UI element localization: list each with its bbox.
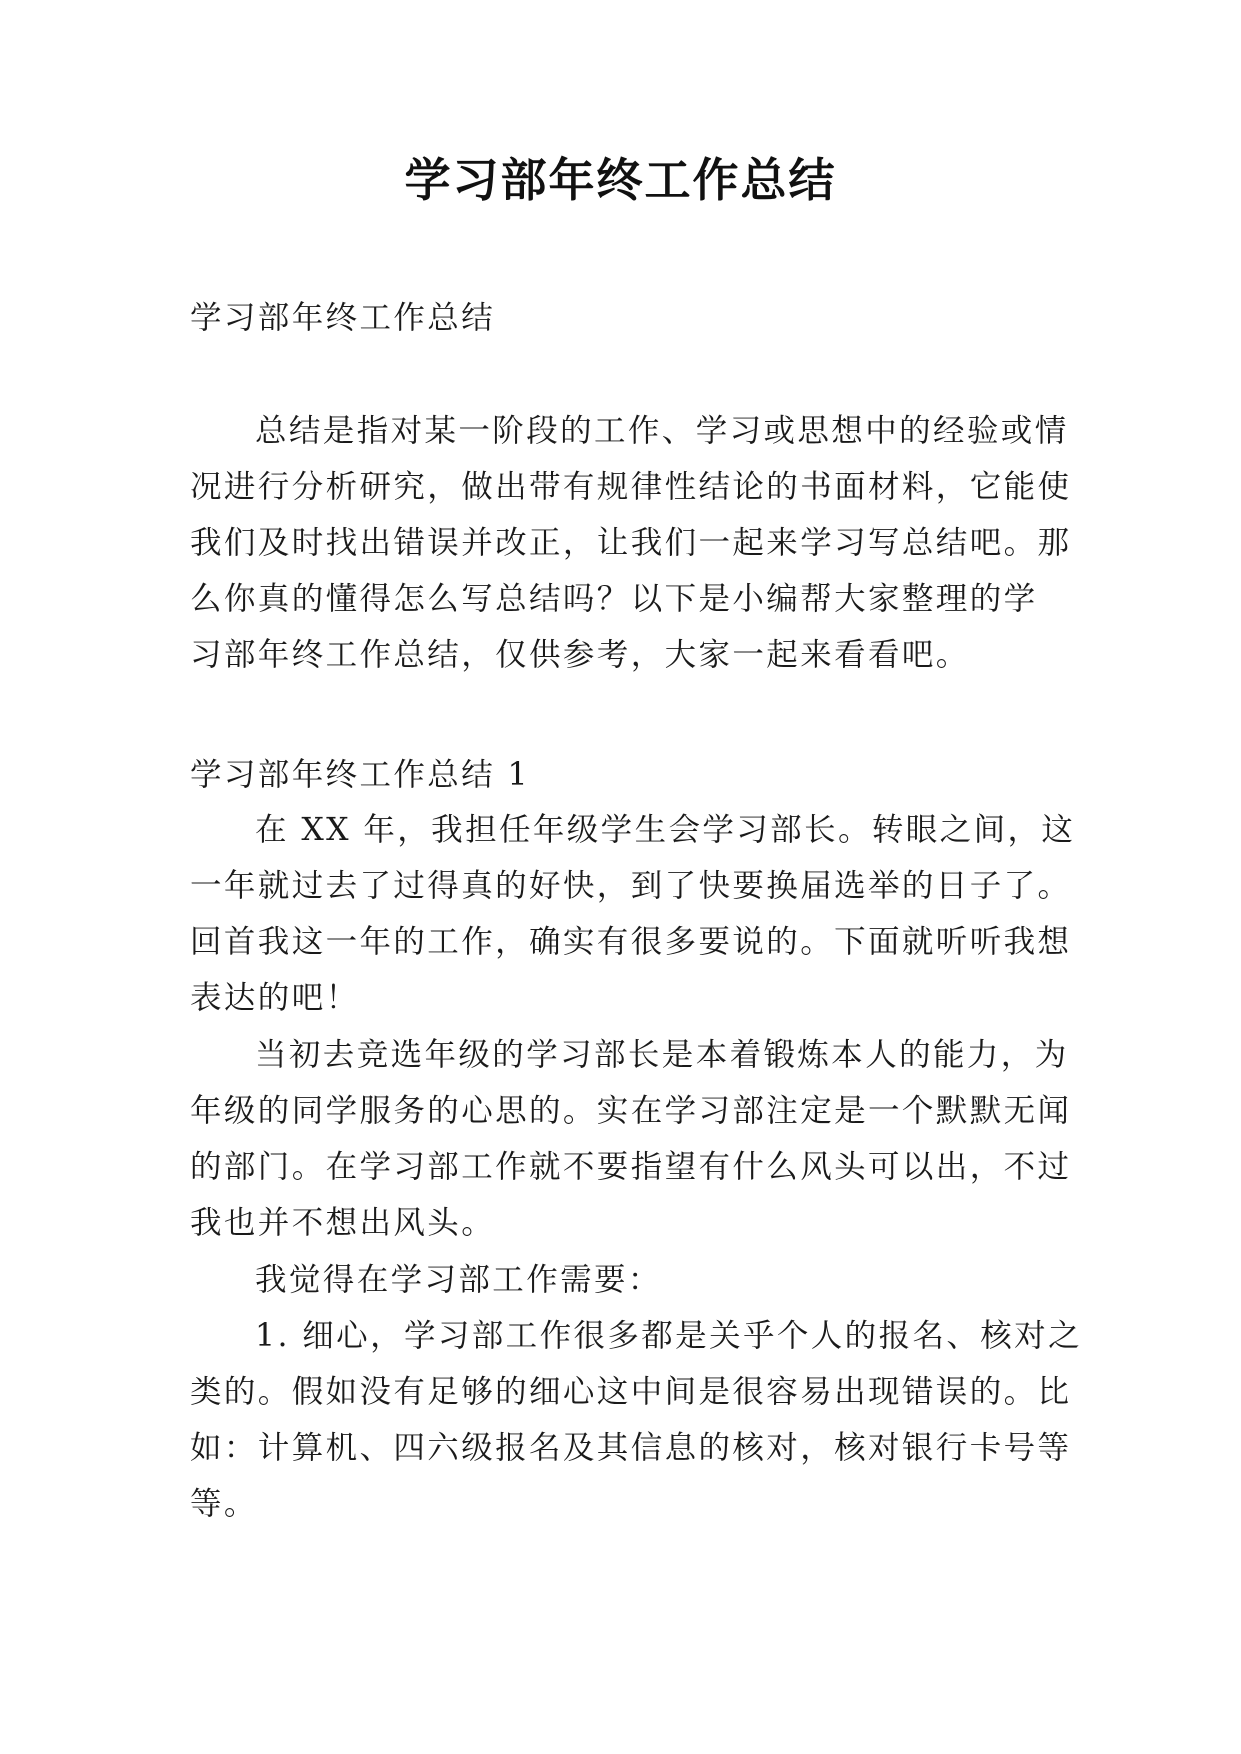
paragraph-line: 回首我这一年的工作，确实有很多要说的。下面就听听我想 [190,924,1072,960]
paragraph-line: 习部年终工作总结，仅供参考，大家一起来看看吧。 [190,637,970,673]
paragraph-line: 当初去竞选年级的学习部长是本着锻炼本人的能力，为 [255,1037,1069,1073]
paragraph-line: 我觉得在学习部工作需要： [255,1262,662,1298]
document-title: 学习部年终工作总结 [404,153,837,207]
paragraph-line: 在 XX 年，我担任年级学生会学习部长。转眼之间，这 [255,812,1076,848]
paragraph-line: 总结是指对某一阶段的工作、学习或思想中的经验或情 [255,413,1069,449]
paragraph-line: 我也并不想出风头。 [190,1205,496,1241]
paragraph-line: 类的。假如没有足够的细心这中间是很容易出现错误的。比 [190,1374,1072,1410]
paragraph-line: 么你真的懂得怎么写总结吗？以下是小编帮大家整理的学 [190,581,1038,617]
paragraph-line: 况进行分析研究，做出带有规律性结论的书面材料，它能使 [190,469,1072,505]
paragraph-line: 一年就过去了过得真的好快，到了快要换届选举的日子了。 [190,868,1072,904]
paragraph-line: 等。 [190,1486,258,1522]
paragraph-line: 1. 细心，学习部工作很多都是关乎个人的报名、核对之 [255,1318,1082,1354]
paragraph-line: 年级的同学服务的心思的。实在学习部注定是一个默默无闻 [190,1093,1072,1129]
paragraph-line: 如：计算机、四六级报名及其信息的核对，核对银行卡号等 [190,1430,1072,1466]
paragraph-line: 表达的吧！ [190,980,360,1016]
paragraph-line: 我们及时找出错误并改正，让我们一起来学习写总结吧。那 [190,525,1072,561]
paragraph-line: 的部门。在学习部工作就不要指望有什么风头可以出，不过 [190,1149,1072,1185]
section-heading: 学习部年终工作总结 1 [190,757,530,793]
document-subtitle: 学习部年终工作总结 [190,300,496,336]
